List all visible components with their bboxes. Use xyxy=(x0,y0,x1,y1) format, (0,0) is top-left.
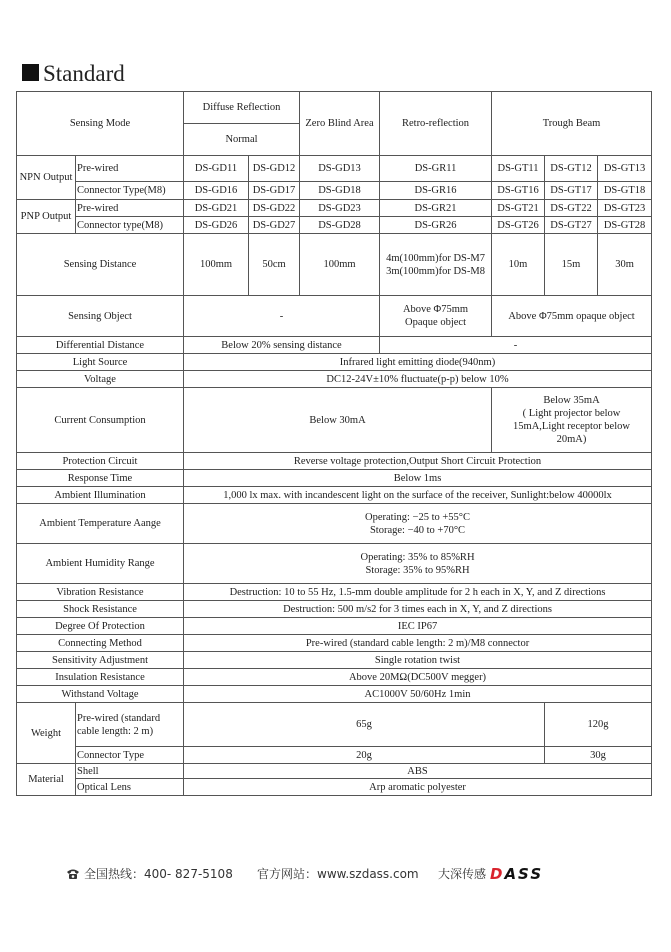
sensing-distance-value: 100mm xyxy=(300,234,380,296)
model-cell: DS-GT23 xyxy=(598,200,652,217)
humidity-line: Operating: 35% to 85%RH xyxy=(360,551,475,563)
weight-prewired-line: Pre-wired (standard xyxy=(77,712,161,724)
weight-prewired-line: cable length: 2 m) xyxy=(77,725,154,737)
spec-label: Shock Resistance xyxy=(17,601,184,618)
model-cell: DS-GR21 xyxy=(380,200,492,217)
material-shell-value: ABS xyxy=(184,764,652,779)
spec-value: Reverse voltage protection,Output Short Circuit Protection xyxy=(184,453,652,470)
differential-distance-other: - xyxy=(380,337,652,354)
retro-object-line: Above Φ75mm xyxy=(402,304,469,315)
sensing-object-diffuse: - xyxy=(184,296,380,337)
spec-value: IEC IP67 xyxy=(184,618,652,635)
weight-prewired-value: 65g xyxy=(184,703,545,747)
model-cell: DS-GD21 xyxy=(184,200,249,217)
square-bullet-icon xyxy=(22,64,39,81)
phone-icon xyxy=(66,868,80,880)
section-title: Standard xyxy=(43,61,125,86)
light-source-label: Light Source xyxy=(17,354,184,371)
trough-beam-header: Trough Beam xyxy=(492,92,652,156)
current-trough-line: Below 35mA xyxy=(543,395,600,406)
sensing-distance-value: 15m xyxy=(545,234,598,296)
pnp-output-label: PNP Output xyxy=(17,200,76,234)
sensing-distance-value: 10m xyxy=(492,234,545,296)
dass-logo: DASS xyxy=(490,865,544,883)
model-cell: DS-GT17 xyxy=(545,182,598,200)
model-cell: DS-GD12 xyxy=(249,156,300,182)
current-consumption-trough xyxy=(492,388,652,453)
spec-value: Below 1ms xyxy=(184,470,652,487)
model-cell: DS-GD17 xyxy=(249,182,300,200)
model-cell: DS-GT11 xyxy=(492,156,545,182)
footer xyxy=(0,860,671,888)
retro-distance-line: 3m(100mm)for DS-M8 xyxy=(386,265,485,277)
ambient-temperature-value xyxy=(184,504,652,544)
current-consumption-label: Current Consumption xyxy=(17,388,184,453)
wiring-label: Connector type(M8) xyxy=(76,217,184,234)
weight-connector-value: 20g xyxy=(184,747,545,764)
model-cell: DS-GD11 xyxy=(184,156,249,182)
temperature-line: Operating: −25 to +55°C xyxy=(365,511,471,523)
spec-value: Pre-wired (standard cable length: 2 m)/M8 connector xyxy=(184,635,652,652)
model-cell: DS-GD16 xyxy=(184,182,249,200)
spec-label: Sensitivity Adjustment xyxy=(17,652,184,669)
retro-object-line: Opaque object xyxy=(405,317,466,328)
differential-distance-diffuse: Below 20% sensing distance xyxy=(184,337,380,354)
retro-distance-line: 4m(100mm)for DS-M7 xyxy=(386,252,485,264)
model-cell: DS-GT27 xyxy=(545,217,598,234)
sensing-mode-header: Sensing Mode xyxy=(17,92,184,156)
wiring-label: Pre-wired xyxy=(76,200,184,217)
light-source-value: Infrared light emitting diode(940nm) xyxy=(184,354,652,371)
sensing-object-label: Sensing Object xyxy=(17,296,184,337)
spec-value: Above 20MΩ(DC500V megger) xyxy=(184,669,652,686)
voltage-value: DC12-24V±10% fluctuate(p-p) below 10% xyxy=(184,371,652,388)
model-cell: DS-GD27 xyxy=(249,217,300,234)
material-shell-label: Shell xyxy=(76,764,184,779)
weight-connector-label: Connector Type xyxy=(76,747,184,764)
wiring-label: Pre-wired xyxy=(76,156,184,182)
humidity-line: Storage: 35% to 95%RH xyxy=(365,564,470,576)
wiring-label: Connector Type(M8) xyxy=(76,182,184,200)
brand-name: 大深传感 xyxy=(438,867,487,881)
material-lens-label: Optical Lens xyxy=(76,779,184,796)
model-cell: DS-GR26 xyxy=(380,217,492,234)
spec-value: Destruction: 10 to 55 Hz, 1.5-mm double amplitude for 2 h each in X, Y, and Z directions xyxy=(184,584,652,601)
sensing-distance-value: 30m xyxy=(598,234,652,296)
sensing-distance-value: 100mm xyxy=(184,234,249,296)
spec-label: Ambient Illumination xyxy=(17,487,184,504)
spec-label: Vibration Resistance xyxy=(17,584,184,601)
spec-label: Insulation Resistance xyxy=(17,669,184,686)
model-cell: DS-GD13 xyxy=(300,156,380,182)
website-link[interactable]: 官方网站：www.szdass.com xyxy=(257,867,419,881)
material-label: Material xyxy=(17,764,76,796)
spec-label: Withstand Voltage xyxy=(17,686,184,703)
model-cell: DS-GT12 xyxy=(545,156,598,182)
model-cell: DS-GT28 xyxy=(598,217,652,234)
sensing-object-trough: Above Φ75mm opaque object xyxy=(492,296,652,337)
spec-table xyxy=(16,91,652,796)
spec-label: Degree Of Protection xyxy=(17,618,184,635)
model-cell: DS-GT13 xyxy=(598,156,652,182)
sensing-distance-retro xyxy=(380,234,492,296)
model-cell: DS-GR11 xyxy=(380,156,492,182)
current-consumption-value: Below 30mA xyxy=(184,388,492,453)
differential-distance-label: Differential Distance xyxy=(17,337,184,354)
spec-label: Protection Circuit xyxy=(17,453,184,470)
spec-value: 1,000 lx max. with incandescent light on the surface of the receiver, Sunlight:below 40000lx xyxy=(184,487,652,504)
model-cell: DS-GD22 xyxy=(249,200,300,217)
model-cell: DS-GT22 xyxy=(545,200,598,217)
spec-label: Response Time xyxy=(17,470,184,487)
spec-label: Connecting Method xyxy=(17,635,184,652)
spec-value: AC1000V 50/60Hz 1min xyxy=(184,686,652,703)
weight-connector-trough: 30g xyxy=(545,747,652,764)
weight-prewired-trough: 120g xyxy=(545,703,652,747)
model-cell: DS-GD18 xyxy=(300,182,380,200)
weight-prewired-label xyxy=(76,703,184,747)
zero-blind-area-header: Zero Blind Area xyxy=(300,92,380,156)
npn-output-label: NPN Output xyxy=(17,156,76,200)
diffuse-reflection-header: Diffuse Reflection xyxy=(184,92,300,124)
model-cell: DS-GR16 xyxy=(380,182,492,200)
material-lens-value: Arp aromatic polyester xyxy=(184,779,652,796)
model-cell: DS-GT26 xyxy=(492,217,545,234)
normal-subheader: Normal xyxy=(184,124,300,156)
hotline-text: 全国热线：400- 827-5108 xyxy=(84,867,233,881)
model-cell: DS-GD26 xyxy=(184,217,249,234)
model-cell: DS-GT18 xyxy=(598,182,652,200)
model-cell: DS-GD28 xyxy=(300,217,380,234)
model-cell: DS-GT16 xyxy=(492,182,545,200)
sensing-object-retro xyxy=(380,296,492,337)
spec-value: Single rotation twist xyxy=(184,652,652,669)
model-cell: DS-GT21 xyxy=(492,200,545,217)
ambient-temperature-label: Ambient Temperature Aange xyxy=(17,504,184,544)
spec-value: Destruction: 500 m/s2 for 3 times each in X, Y, and Z directions xyxy=(184,601,652,618)
current-trough-line: ( Light projector below xyxy=(522,408,621,419)
ambient-humidity-label: Ambient Humidity Range xyxy=(17,544,184,584)
retro-reflection-header: Retro-reflection xyxy=(380,92,492,156)
model-cell: DS-GD23 xyxy=(300,200,380,217)
temperature-line: Storage: −40 to +70°C xyxy=(369,524,466,536)
current-trough-line: 15mA,Light receptor below xyxy=(513,421,630,432)
weight-label: Weight xyxy=(17,703,76,764)
sensing-distance-label: Sensing Distance xyxy=(17,234,184,296)
current-trough-line: 20mA) xyxy=(556,434,587,445)
section-heading xyxy=(22,60,125,88)
voltage-label: Voltage xyxy=(17,371,184,388)
sensing-distance-value: 50cm xyxy=(249,234,300,296)
ambient-humidity-value xyxy=(184,544,652,584)
